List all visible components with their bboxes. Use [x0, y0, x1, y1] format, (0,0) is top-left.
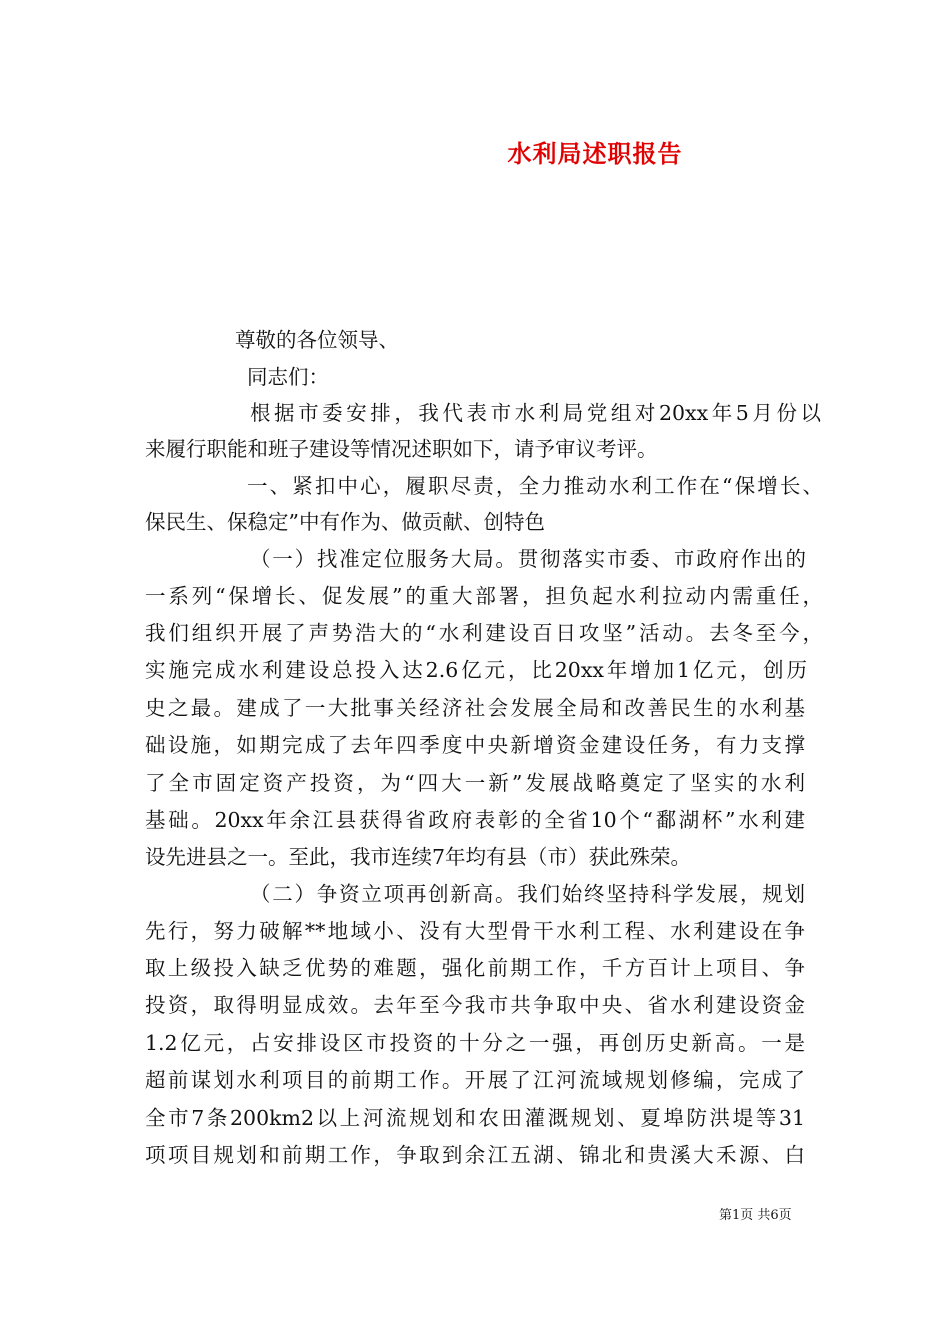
section-heading-line: 一、紧扣中心，履职尽责，全力推动水利工作在“保增长、: [247, 474, 823, 498]
body-line: 一系列“保增长、促发展”的重大部署，担负起水利拉动内需重任，: [145, 584, 823, 608]
body-line: 根据市委安排，我代表市水利局党组对20xx年5月份以: [250, 401, 821, 425]
body-line: 实施完成水利建设总投入达2.6亿元，比20xx年增加1亿元，创历: [145, 658, 807, 682]
document-title: 水利局述职报告: [507, 139, 683, 168]
body-line: 先行，努力破解**地域小、没有大型骨干水利工程、水利建设在争: [145, 919, 805, 943]
body-line: 础设施，如期完成了去年四季度中央新增资金建设任务，有力支撑: [145, 733, 805, 757]
body-line: 全市7条200km2以上河流规划和农田灌溉规划、夏埠防洪堤等31: [145, 1106, 805, 1130]
body-line: （一）找准定位服务大局。贯彻落实市委、市政府作出的: [250, 547, 806, 571]
body-line: 史之最。建成了一大批事关经济社会发展全局和改善民生的水利基: [145, 696, 805, 720]
body-line: 取上级投入缺乏优势的难题，强化前期工作，千方百计上项目、争: [145, 956, 805, 980]
body-line: 来履行职能和班子建设等情况述职如下，请予审议考评。: [145, 437, 658, 461]
body-line: 1.2亿元，占安排设区市投资的十分之一强，再创历史新高。一是: [145, 1031, 805, 1055]
body-line: 设先进县之一。至此，我市连续7年均有县（市）获此殊荣。: [145, 845, 692, 869]
salutation-line: 同志们：: [247, 365, 329, 389]
body-line: 超前谋划水利项目的前期工作。开展了江河流域规划修编，完成了: [145, 1068, 805, 1092]
body-line: 投资，取得明显成效。去年至今我市共争取中央、省水利建设资金: [145, 993, 805, 1017]
page-number-footer: 第1页 共6页: [719, 1208, 792, 1223]
body-line: 基础。20xx年余江县获得省政府表彰的全省10个“鄱湖杯”水利建: [145, 808, 805, 832]
section-heading-line: 保民生、保稳定”中有作为、做贡献、创特色: [145, 510, 545, 534]
body-line: 了全市固定资产投资，为“四大一新”发展战略奠定了坚实的水利: [145, 771, 805, 795]
body-line: 项项目规划和前期工作，争取到余江五湖、锦北和贵溪大禾源、白: [145, 1143, 805, 1167]
salutation-line: 尊敬的各位领导、: [235, 328, 399, 352]
body-line: （二）争资立项再创新高。我们始终坚持科学发展，规划: [250, 882, 805, 906]
body-line: 我们组织开展了声势浩大的“水利建设百日攻坚”活动。去冬至今，: [145, 621, 823, 645]
